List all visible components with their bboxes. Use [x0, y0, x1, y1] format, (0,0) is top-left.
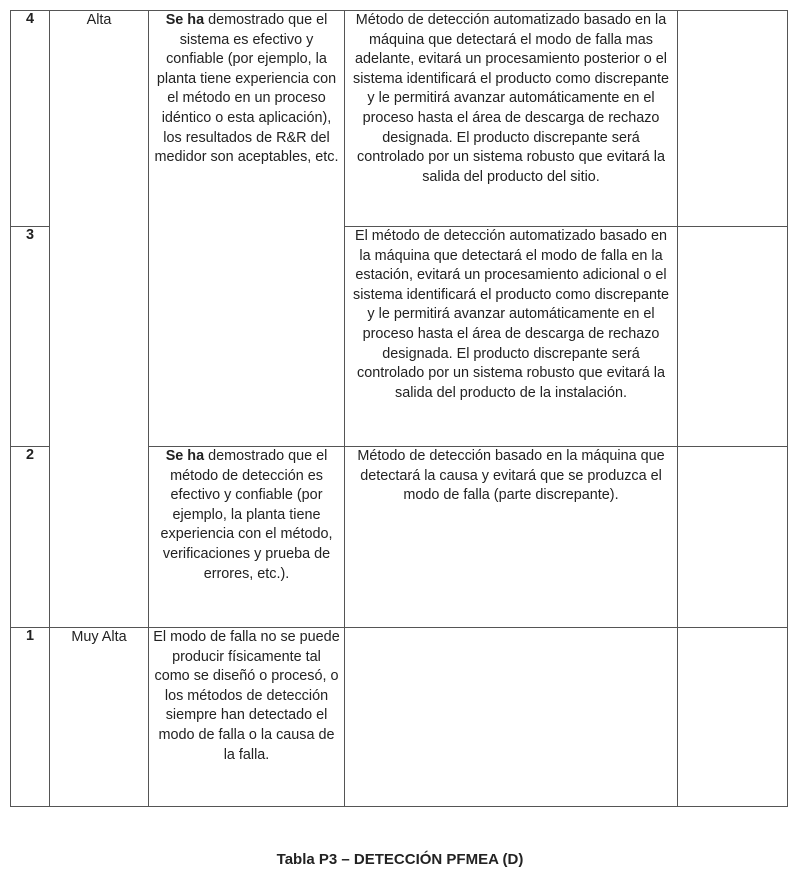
empty-cell [678, 447, 788, 628]
pfmea-detection-table [10, 10, 788, 807]
method-cell: Método de detección automatizado basado en la máquina que detectará el modo de falla mas adelante, evitará un procesamiento posterior o el sistema identificará el producto como discrepante y le permitirá avanzar automáticamente en el proceso hasta el área de descarga de rechazo designada. El producto discrepante será controlado por un sistema robusto que evitará la salida del producto del sitio. [345, 11, 678, 227]
table-caption: Tabla P3 – DETECCIÓN PFMEA (D) [276, 851, 524, 868]
criteria-bold: Se ha [165, 448, 205, 464]
table-row [11, 628, 788, 807]
criteria-text: demostrado que el sistema es efectivo y confiable (por ejemplo, la planta tiene experiencia con el método en un proceso idéntico o esta aplicación), los resultados de R&R del medidor son aceptables, etc. [154, 12, 339, 166]
rank-cell: 3 [11, 227, 50, 447]
criteria-text: demostrado que el método de detección es efectivo y confiable (por ejemplo, la planta tiene experiencia con el método, verificaciones y prueba de errores, etc.). [160, 448, 333, 582]
table-row [11, 11, 788, 227]
criteria-cell: El modo de falla no se puede producir físicamente tal como se diseñó o procesó, o los métodos de detección siempre han detectado el modo de falla o la causa de la falla. [149, 628, 345, 807]
rank-cell: 4 [11, 11, 50, 227]
criteria-cell [149, 11, 345, 447]
empty-cell [678, 11, 788, 227]
empty-cell [678, 227, 788, 447]
pfmea-table-wrapper [10, 10, 787, 807]
method-cell: El método de detección automatizado basado en la máquina que detectará el modo de falla en la estación, evitará un procesamiento adicional o el sistema identificará el producto como discrepante y le permitirá avanzar automáticamente en el proceso hasta el área de descarga de rechazo designada. El producto discrepante será controlado por un sistema robusto que evitará la salida del producto de la instalación. [345, 227, 678, 447]
criteria-bold: Se ha [165, 12, 205, 28]
rank-cell: 1 [11, 628, 50, 807]
criteria-cell [149, 447, 345, 628]
likelihood-cell: Muy Alta [50, 628, 149, 807]
empty-cell [678, 628, 788, 807]
likelihood-cell: Alta [50, 11, 149, 628]
rank-cell: 2 [11, 447, 50, 628]
method-cell [345, 628, 678, 807]
method-cell: Método de detección basado en la máquina que detectará la causa y evitará que se produzca el modo de falla (parte discrepante). [345, 447, 678, 628]
